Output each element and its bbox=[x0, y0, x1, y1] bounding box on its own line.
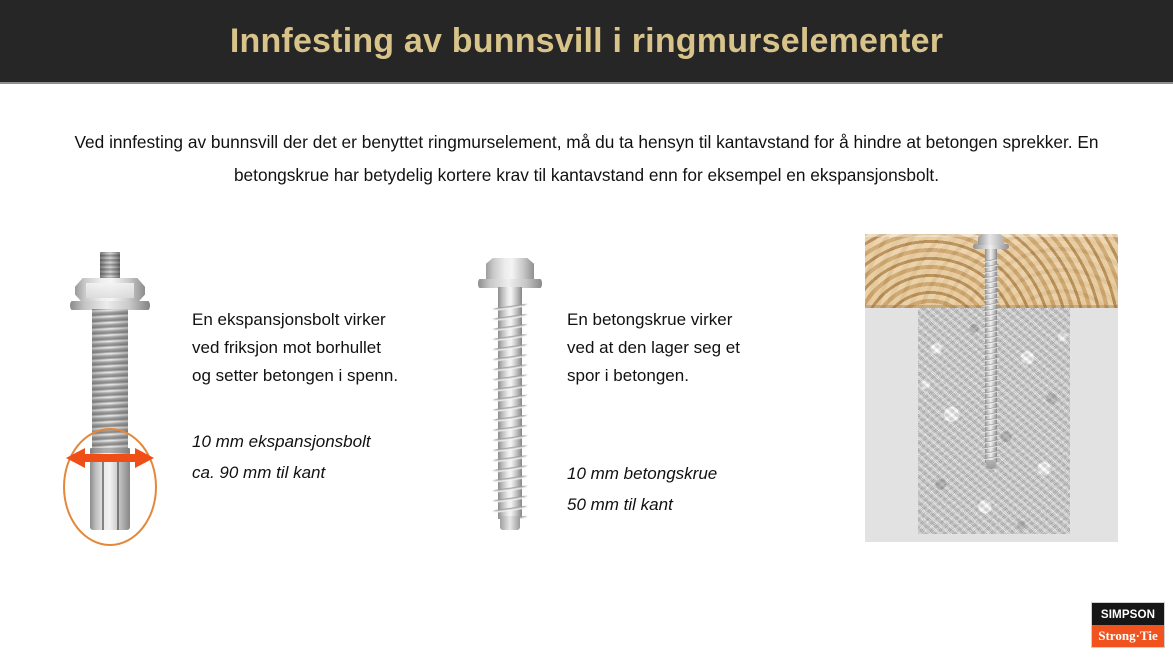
expansion-desc-line-1: En ekspansjonsbolt virker bbox=[192, 310, 386, 329]
bolt-nut-face bbox=[86, 283, 134, 298]
callout-ellipse bbox=[63, 428, 157, 546]
intro-paragraph: Ved innfesting av bunnsvill der det er benyttet ringmurselement, må du ta hensyn til kantavstand for å hindre at betongen sprekker. En betongskrue har betydelig kortere krav til kantavstand enn for eksempel en ekspansjonsbolt. bbox=[74, 132, 1099, 185]
screw-note-line-1: 10 mm betongskrue bbox=[567, 464, 718, 483]
wood-concrete-section-figure bbox=[865, 234, 1118, 542]
screw-desc-line-2: ved at den lager seg et bbox=[567, 338, 740, 357]
page-title: Innfesting av bunnsvill i ringmurselementer bbox=[229, 21, 944, 60]
section-screw-head bbox=[978, 234, 1004, 245]
screw-note bbox=[567, 458, 817, 520]
expansion-desc-line-3: og setter betongen i spenn. bbox=[192, 366, 399, 385]
expansion-bolt-text-block bbox=[192, 306, 452, 488]
expansion-note bbox=[192, 426, 452, 488]
section-screw-tip bbox=[986, 460, 996, 469]
expansion-note-line-1: 10 mm ekspansjonsbolt bbox=[192, 432, 371, 451]
screw-tip bbox=[500, 516, 520, 530]
expansion-desc-line-2: ved friksjon mot borhullet bbox=[192, 338, 381, 357]
expansion-note-line-2: ca. 90 mm til kant bbox=[192, 463, 326, 482]
simpson-strong-tie-logo bbox=[1091, 602, 1165, 648]
logo-strong-tie-text: Strong·Tie bbox=[1092, 625, 1164, 647]
logo-simpson-text: SIMPSON bbox=[1092, 603, 1164, 625]
screw-note-line-2: 50 mm til kant bbox=[567, 495, 673, 514]
expansion-bolt-figure bbox=[48, 252, 172, 532]
header-divider bbox=[0, 82, 1173, 84]
screw-desc-line-1: En betongskrue virker bbox=[567, 310, 733, 329]
concrete-screw-figure bbox=[470, 258, 550, 536]
concrete-screw-text-block bbox=[567, 306, 817, 520]
section-screw-threads bbox=[982, 258, 1000, 463]
screw-hex-head bbox=[486, 258, 534, 280]
bolt-stud bbox=[100, 252, 120, 280]
expansion-direction-arrow-icon bbox=[66, 447, 154, 469]
screw-threads bbox=[492, 302, 528, 519]
screw-desc-line-3: spor i betongen. bbox=[567, 366, 689, 385]
